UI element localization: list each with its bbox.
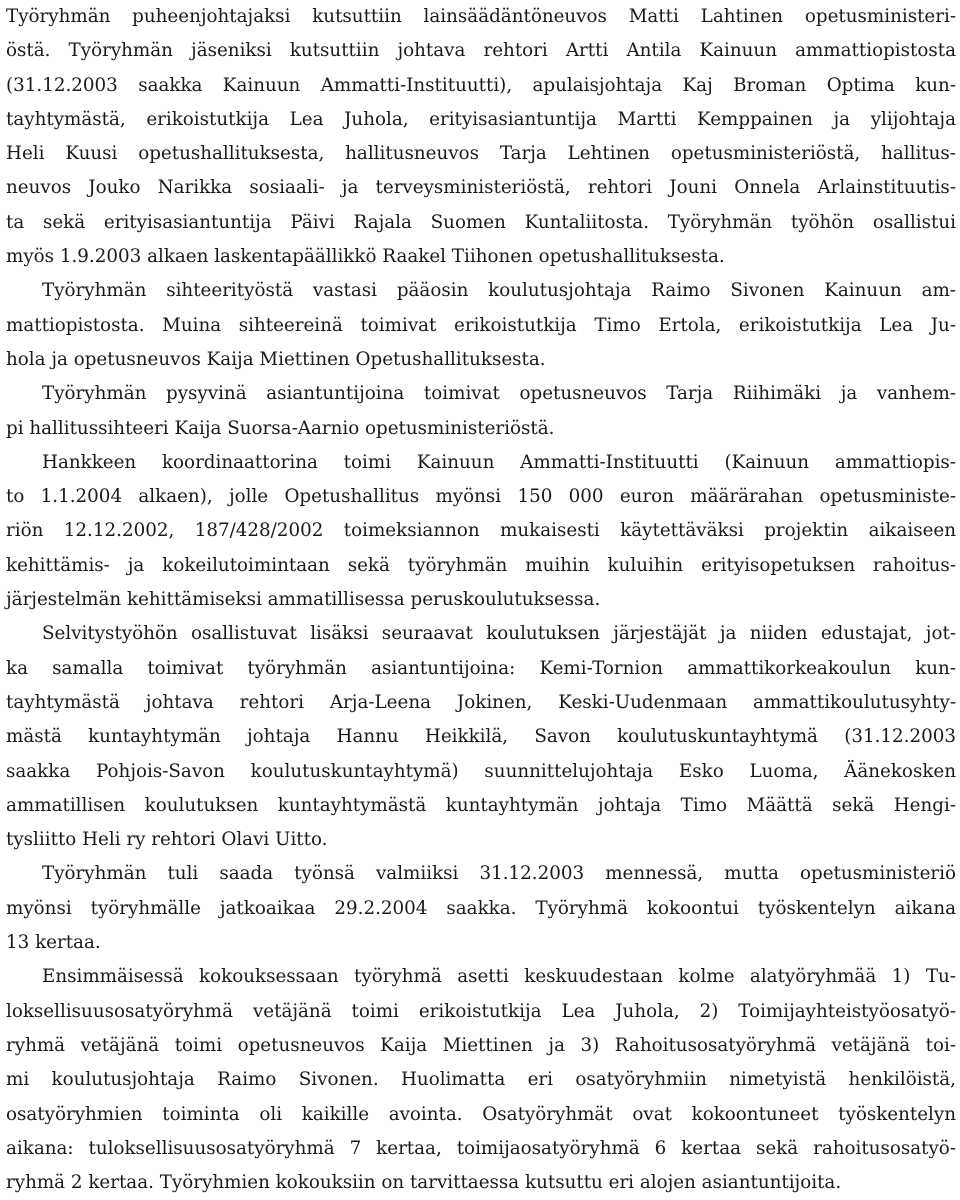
paragraph-line: myös 1.9.2003 alkaen laskentapäällikkö Raakel Tiihonen opetushallituksesta. (6, 246, 725, 268)
paragraph (6, 0, 956, 274)
paragraph-line: hola ja opetusneuvos Kaija Miettinen Opetushallituksesta. (6, 348, 546, 370)
paragraph-line: tayhtymästä johtava rehtori Arja-Leena Jokinen, Keski-Uudenmaan ammattikoulutusyhty- (6, 691, 956, 713)
paragraph-line: osatyöryhmien toiminta oli kaikille avointa. Osatyöryhmät ovat kokoontuneet työskentelyn (6, 1103, 956, 1125)
paragraph-line: neuvos Jouko Narikka sosiaali- ja terveysministeriöstä, rehtori Jouni Onnela Arlainstituutis- (6, 177, 956, 199)
paragraph-line: Ensimmäisessä kokouksessaan työryhmä asetti keskuudestaan kolme alatyöryhmää 1) Tu- (42, 966, 956, 988)
paragraph-line: Työryhmän sihteerityöstä vastasi pääosin koulutusjohtaja Raimo Sivonen Kainuun am- (42, 280, 956, 302)
paragraph-line: Työryhmän tuli saada työnsä valmiiksi 31.12.2003 mennessä, mutta opetusministeriö (42, 863, 956, 885)
paragraph-line: riön 12.12.2002, 187/428/2002 toimeksiannon mukaisesti käytettäväksi projektin aikaiseen (6, 520, 956, 542)
paragraph-line: (31.12.2003 saakka Kainuun Ammatti-Instituutti), apulaisjohtaja Kaj Broman Optima kun- (6, 74, 956, 96)
paragraph (6, 377, 956, 446)
paragraph-line: to 1.1.2004 alkaen), jolle Opetushallitus myönsi 150 000 euron määrärahan opetusministe- (6, 486, 956, 508)
paragraph-line: saakka Pohjois-Savon koulutuskuntayhtymä) suunnittelujohtaja Esko Luoma, Äänekosken (6, 760, 956, 782)
paragraph-line: järjestelmän kehittämiseksi ammatillisessa peruskoulutuksessa. (6, 589, 601, 611)
paragraph-line: kehittämis- ja kokeilutoimintaan sekä työryhmän muihin kuluihin erityisopetuksen rahoitus- (6, 554, 956, 576)
paragraph-line: tayhtymästä, erikoistutkija Lea Juhola, erityisasiantuntija Martti Kemppainen ja ylijohtaja (6, 108, 956, 130)
paragraph-line: Hankkeen koordinaattorina toimi Kainuun Ammatti-Instituutti (Kainuun ammattiopis- (42, 451, 956, 473)
paragraph-line: ta sekä erityisasiantuntija Päivi Rajala Suomen Kuntaliitosta. Työryhmän työhön osallistui (6, 211, 956, 233)
paragraph-line: aikana: tuloksellisuusosatyöryhmä 7 kertaa, toimijaosatyöryhmä 6 kertaa sekä rahoitusosatyö- (6, 1137, 956, 1159)
paragraph-line: Heli Kuusi opetushallituksesta, hallitusneuvos Tarja Lehtinen opetusministeriöstä, hallitus- (6, 143, 956, 165)
paragraph-line: östä. Työryhmän jäseniksi kutsuttiin johtava rehtori Artti Antila Kainuun ammattiopistosta (6, 40, 956, 62)
paragraph-line: loksellisuusosatyöryhmä vetäjänä toimi erikoistutkija Lea Juhola, 2) Toimijayhteistyöosatyö- (6, 1000, 956, 1022)
paragraph-line: 13 kertaa. (6, 932, 101, 954)
paragraph-line: mattiopistosta. Muina sihteereinä toimivat erikoistutkija Timo Ertola, erikoistutkija Lea Ju- (6, 314, 956, 336)
paragraph-line: Selvitystyöhön osallistuvat lisäksi seuraavat koulutuksen järjestäjät ja niiden edustajat, jot- (42, 623, 956, 645)
paragraph (6, 617, 956, 857)
paragraph-line: Työryhmän puheenjohtajaksi kutsuttiin lainsäädäntöneuvos Matti Lahtinen opetusministeri- (6, 6, 956, 27)
paragraph-line: ammatillisen koulutuksen kuntayhtymästä kuntayhtymän johtaja Timo Määttä sekä Hengi- (6, 794, 956, 816)
paragraph (6, 446, 956, 617)
paragraph-line: pi hallitussihteeri Kaija Suorsa-Aarnio opetusministeriöstä. (6, 417, 555, 439)
paragraph (6, 960, 956, 1200)
paragraph-line: myönsi työryhmälle jatkoaikaa 29.2.2004 saakka. Työryhmä kokoontui työskentelyn aikana (6, 897, 956, 919)
paragraph-line: ryhmä vetäjänä toimi opetusneuvos Kaija Miettinen ja 3) Rahoitusosatyöryhmä vetäjänä toi- (6, 1034, 956, 1056)
paragraph (6, 274, 956, 377)
paragraph-line: tysliitto Heli ry rehtori Olavi Uitto. (6, 829, 328, 851)
paragraph-line: ryhmä 2 kertaa. Työryhmien kokouksiin on tarvittaessa kutsuttu eri alojen asiantuntijoita. (6, 1172, 842, 1194)
paragraph (6, 857, 956, 960)
paragraph-line: mi koulutusjohtaja Raimo Sivonen. Huolimatta eri osatyöryhmiin nimetyistä henkilöistä, (6, 1069, 956, 1091)
paragraph-line: ka samalla toimivat työryhmän asiantuntijoina: Kemi-Tornion ammattikorkeakoulun kun- (6, 657, 956, 679)
paragraph-line: mästä kuntayhtymän johtaja Hannu Heikkilä, Savon koulutuskuntayhtymä (31.12.2003 (6, 726, 956, 748)
document-body (6, 0, 956, 1200)
paragraph-line: Työryhmän pysyvinä asiantuntijoina toimivat opetusneuvos Tarja Riihimäki ja vanhem- (42, 383, 956, 405)
